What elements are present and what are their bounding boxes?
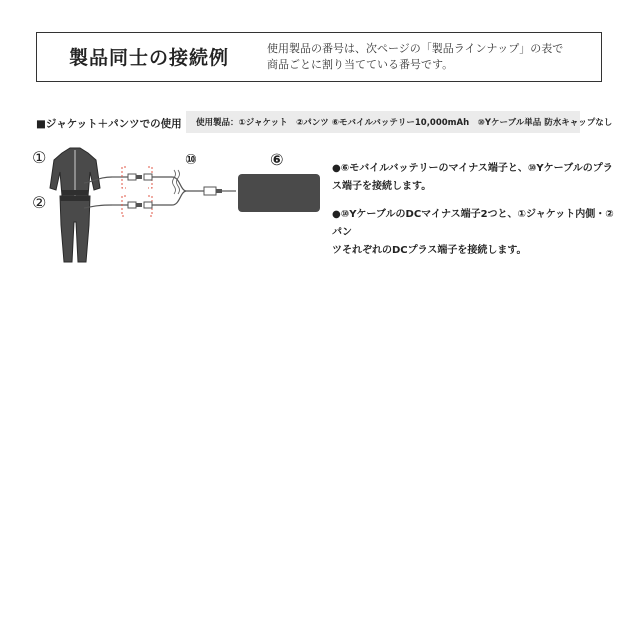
- instruction-1-line-1: ●⑥モバイルバッテリーのマイナス端子と、⑩Yケーブルのプラ: [332, 163, 613, 174]
- instruction-2-line-1: ●⑩YケーブルのDCマイナス端子2つと、①ジャケット内側・②パン: [332, 209, 614, 238]
- jacket-icon: [50, 148, 100, 196]
- instruction-1-line-2: ス端子を接続します。: [332, 181, 432, 192]
- product-list: 使用製品：①ジャケット ②パンツ ⑥モバイルバッテリー10,000mAh ⑩Yケーブル単品 防水キャップなし: [196, 118, 613, 128]
- instruction-1: [332, 160, 622, 196]
- label-jacket-number: ①: [32, 148, 47, 167]
- pants-cable: [84, 202, 142, 208]
- header-note-line-2: 商品ごとに割り当てている番号です。: [267, 58, 454, 71]
- label-battery-number: ⑥: [270, 150, 284, 169]
- battery-icon: [238, 174, 320, 212]
- label-ycable-number: ⑩: [185, 152, 197, 168]
- header-note-line-1: 使用製品の番号は、次ページの「製品ラインナップ」の表で: [267, 42, 564, 55]
- y-cable-icon: [144, 170, 236, 208]
- instruction-2-line-2: ツそれぞれのDCプラス端子を接続します。: [332, 245, 527, 256]
- instruction-2: [332, 206, 622, 260]
- label-pants-number: ②: [32, 193, 47, 212]
- section-label: ■ジャケット＋パンツでの使用: [36, 118, 182, 130]
- page-title: 製品同士の接続例: [69, 47, 230, 69]
- pants-icon: [60, 196, 90, 262]
